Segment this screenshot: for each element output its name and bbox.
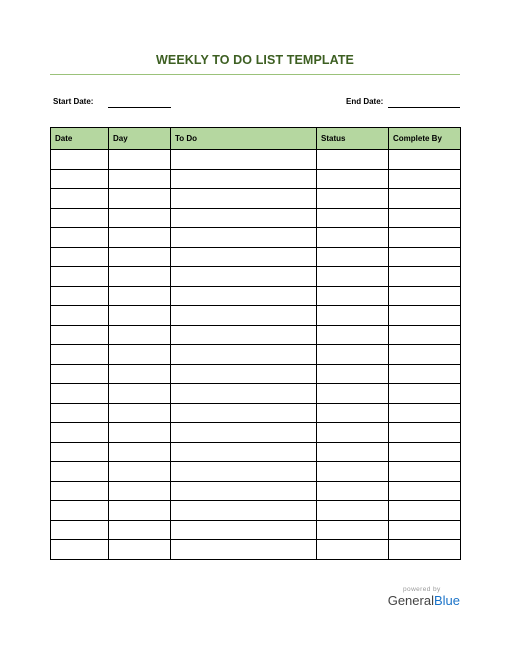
table-cell[interactable] [51,247,109,267]
brand-name-part1: General [387,593,434,608]
table-row [51,345,461,365]
start-date-line[interactable] [108,107,171,108]
table-cell[interactable] [109,150,171,170]
table-cell[interactable] [171,286,317,306]
table-row [51,520,461,540]
table-row [51,325,461,345]
table-cell[interactable] [389,169,461,189]
table-cell[interactable] [389,150,461,170]
table-header-row [51,128,461,150]
todo-table [50,127,461,560]
table-cell[interactable] [317,169,389,189]
table-cell[interactable] [109,189,171,209]
table-cell[interactable] [171,540,317,560]
table-cell[interactable] [389,423,461,443]
table-cell[interactable] [51,384,109,404]
table-cell[interactable] [171,384,317,404]
column-header-todo: To Do [171,128,317,150]
table-cell[interactable] [109,169,171,189]
table-cell[interactable] [317,325,389,345]
table-cell[interactable] [109,520,171,540]
end-date-line[interactable] [388,107,460,108]
column-header-date: Date [51,128,109,150]
table-cell[interactable] [171,442,317,462]
table-cell[interactable] [317,247,389,267]
table-cell[interactable] [109,442,171,462]
table-row [51,169,461,189]
table-cell[interactable] [389,306,461,326]
table-cell[interactable] [317,189,389,209]
table-cell[interactable] [51,364,109,384]
column-header-complete-by: Complete By [389,128,461,150]
table-cell[interactable] [389,325,461,345]
table-row [51,286,461,306]
table-row [51,208,461,228]
table-cell[interactable] [51,442,109,462]
table-cell[interactable] [171,403,317,423]
table-cell[interactable] [51,540,109,560]
table-cell[interactable] [51,228,109,248]
table-cell[interactable] [109,423,171,443]
table-cell[interactable] [389,442,461,462]
table-cell[interactable] [109,208,171,228]
table-cell[interactable] [171,169,317,189]
table-row [51,442,461,462]
table-cell[interactable] [171,481,317,501]
start-date-label: Start Date: [53,97,94,106]
column-header-day: Day [109,128,171,150]
table-row [51,150,461,170]
table-cell[interactable] [171,228,317,248]
table-cell[interactable] [109,403,171,423]
table-row [51,501,461,521]
table-cell[interactable] [171,325,317,345]
table-cell[interactable] [317,423,389,443]
table-cell[interactable] [51,208,109,228]
table-row [51,247,461,267]
table-body [51,150,461,560]
table-cell[interactable] [317,345,389,365]
table-cell[interactable] [109,364,171,384]
table-cell[interactable] [389,247,461,267]
table-row [51,267,461,287]
table-cell[interactable] [171,501,317,521]
table-cell[interactable] [171,364,317,384]
page-title: WEEKLY TO DO LIST TEMPLATE [156,53,354,67]
table-cell[interactable] [171,306,317,326]
table-row [51,481,461,501]
table-cell[interactable] [171,267,317,287]
table-cell[interactable] [51,403,109,423]
table-cell[interactable] [109,306,171,326]
table-cell[interactable] [109,345,171,365]
table-cell[interactable] [389,520,461,540]
table-cell[interactable] [389,228,461,248]
table-cell[interactable] [317,208,389,228]
table-cell[interactable] [389,501,461,521]
table-row [51,384,461,404]
table-cell[interactable] [389,267,461,287]
table-cell[interactable] [171,150,317,170]
table-cell[interactable] [389,286,461,306]
table-cell[interactable] [51,189,109,209]
table-cell[interactable] [317,481,389,501]
title-underline [50,74,460,75]
table-cell[interactable] [109,247,171,267]
table-cell[interactable] [317,150,389,170]
table-cell[interactable] [51,520,109,540]
table-cell[interactable] [317,228,389,248]
table-cell[interactable] [51,481,109,501]
table-row [51,189,461,209]
table-cell[interactable] [317,306,389,326]
table-cell[interactable] [389,481,461,501]
table-cell[interactable] [109,481,171,501]
table-cell[interactable] [109,325,171,345]
table-cell[interactable] [51,306,109,326]
table-cell[interactable] [389,345,461,365]
table-cell[interactable] [109,462,171,482]
table-cell[interactable] [109,501,171,521]
table-cell[interactable] [317,267,389,287]
table-cell[interactable] [317,540,389,560]
table-cell[interactable] [317,442,389,462]
table-row [51,423,461,443]
table-cell[interactable] [171,462,317,482]
table-cell[interactable] [389,462,461,482]
table-cell[interactable] [51,345,109,365]
table-cell[interactable] [51,150,109,170]
table-cell[interactable] [389,540,461,560]
table-row [51,228,461,248]
table-row [51,462,461,482]
table-cell[interactable] [389,384,461,404]
table-cell[interactable] [109,267,171,287]
table-cell[interactable] [317,384,389,404]
table-row [51,403,461,423]
table-cell[interactable] [109,286,171,306]
table-cell[interactable] [317,364,389,384]
table-cell[interactable] [317,501,389,521]
table-cell[interactable] [171,247,317,267]
table-cell[interactable] [51,462,109,482]
table-cell[interactable] [317,403,389,423]
table-cell[interactable] [389,364,461,384]
table-cell[interactable] [171,208,317,228]
table-cell[interactable] [171,423,317,443]
table-cell[interactable] [171,345,317,365]
table-cell[interactable] [109,384,171,404]
table-cell[interactable] [109,540,171,560]
brand-name [388,593,460,609]
table-cell[interactable] [109,228,171,248]
table-row [51,306,461,326]
end-date-label: End Date: [346,97,384,106]
table-cell[interactable] [171,520,317,540]
brand-name-part2: Blue [433,593,460,608]
column-header-status: Status [317,128,389,150]
table-cell[interactable] [51,325,109,345]
table-cell[interactable] [51,501,109,521]
table-cell[interactable] [171,189,317,209]
table-cell[interactable] [51,423,109,443]
table-cell[interactable] [51,169,109,189]
table-cell[interactable] [389,403,461,423]
brand-logo [388,586,460,609]
table-cell[interactable] [51,286,109,306]
table-cell[interactable] [51,267,109,287]
table-row [51,540,461,560]
table-cell[interactable] [317,286,389,306]
powered-by-text: powered by [403,586,441,593]
table-cell[interactable] [389,208,461,228]
table-row [51,364,461,384]
table-cell[interactable] [317,462,389,482]
table-cell[interactable] [317,520,389,540]
table-cell[interactable] [389,189,461,209]
